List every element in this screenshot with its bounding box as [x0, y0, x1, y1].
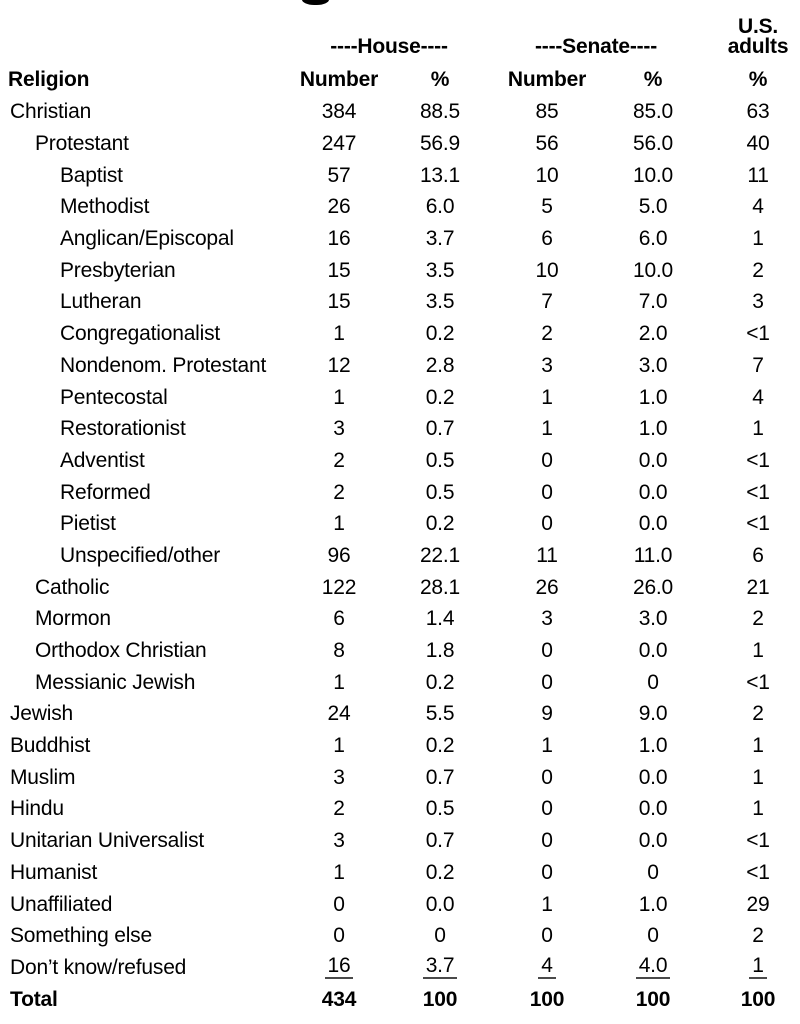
religion-label: Hindu — [10, 797, 64, 821]
table-row — [0, 318, 800, 350]
table-row — [0, 286, 800, 318]
us-adults-group-header — [702, 0, 800, 58]
value-cell-senate-number: 1 — [541, 385, 553, 409]
religion-label: Don’t know/refused — [10, 955, 187, 979]
value-cell-senate-number: 0 — [541, 924, 553, 948]
value-cell-senate-number: 0 — [541, 639, 553, 663]
value-cell-house-pct: 1.4 — [425, 607, 455, 631]
value-cell-us-pct: 1 — [752, 734, 764, 758]
value-cell-senate-pct: 10.0 — [632, 163, 674, 187]
value-cell-us-pct: 21 — [746, 575, 770, 599]
value-cell-us-pct: 1 — [752, 765, 764, 789]
value-cell-us-pct: 29 — [746, 892, 770, 916]
value-cell-senate-pct: 9.0 — [638, 702, 668, 726]
table-row — [0, 445, 800, 477]
religion-label: Total — [10, 987, 58, 1011]
value-cell-house-number: 1 — [333, 385, 345, 409]
value-cell-senate-number: 0 — [541, 480, 553, 504]
value-cell-house-pct: 3.5 — [425, 258, 455, 282]
value-cell-house-pct: 0.7 — [425, 765, 455, 789]
value-cell-senate-number: 0 — [541, 512, 553, 536]
house-group-header: ----House---- — [330, 35, 448, 58]
value-cell-senate-number: 9 — [541, 702, 553, 726]
column-header-row — [0, 58, 800, 96]
value-cell-us-pct: 4 — [752, 385, 764, 409]
value-cell-us-pct: 1 — [702, 952, 800, 984]
religion-label: Pentecostal — [60, 385, 168, 409]
value-cell-house-number: 8 — [333, 639, 345, 663]
value-cell-senate-number: 11 — [536, 543, 558, 567]
religion-column-header: Religion — [8, 68, 90, 91]
value-cell-house-pct: 0 — [434, 924, 446, 948]
group-header-row — [0, 0, 800, 58]
value-cell-senate-number: 0 — [541, 860, 553, 884]
value-cell-us-pct: <1 — [746, 480, 770, 504]
value-cell-senate-number: 0 — [541, 670, 553, 694]
group-header-spacer — [0, 0, 288, 58]
table-row — [0, 888, 800, 920]
value-cell-us-pct: 3 — [752, 290, 764, 314]
table-row — [0, 540, 800, 572]
religion-label: Unspecified/other — [60, 543, 221, 567]
value-cell-senate-pct: 6.0 — [638, 227, 668, 251]
value-cell-house-pct: 22.1 — [419, 543, 461, 567]
value-cell-senate-pct: 10.0 — [632, 258, 674, 282]
religion-label: Humanist — [10, 860, 98, 884]
value-cell-house-pct: 0.2 — [425, 512, 455, 536]
value-cell-senate-pct: 1.0 — [638, 892, 668, 916]
value-cell-house-number: 16 — [288, 952, 390, 984]
table-row — [0, 223, 800, 255]
value-cell-us-pct: 1 — [752, 639, 764, 663]
value-cell-senate-number: 0 — [541, 797, 553, 821]
religion-label: Protestant — [35, 132, 129, 156]
religion-label: Mormon — [35, 607, 111, 631]
value-cell-house-pct: 100 — [422, 987, 458, 1011]
table-row — [0, 825, 800, 857]
value-cell-senate-pct: 0.0 — [638, 448, 668, 472]
table-row — [0, 413, 800, 445]
value-cell-senate-number: 4 — [490, 952, 604, 984]
value-cell-senate-pct: 0.0 — [638, 480, 668, 504]
value-cell-us-pct: <1 — [746, 829, 770, 853]
value-cell-house-number: 0 — [333, 892, 345, 916]
value-cell-house-number: 96 — [327, 543, 351, 567]
value-cell-us-pct: 1 — [752, 417, 764, 441]
value-cell-senate-number: 1 — [541, 734, 553, 758]
religion-label: Buddhist — [10, 734, 91, 758]
religion-label: Something else — [10, 924, 152, 948]
religion-label: Presbyterian — [60, 258, 176, 282]
value-cell-house-pct: 0.5 — [425, 797, 455, 821]
religion-label: Nondenom. Protestant — [60, 353, 267, 377]
value-cell-house-number: 2 — [333, 448, 345, 472]
table-body — [0, 96, 800, 1015]
value-cell-senate-pct: 100 — [635, 987, 671, 1011]
value-cell-house-pct: 28.1 — [419, 575, 461, 599]
value-cell-house-pct: 13.1 — [419, 163, 461, 187]
value-cell-house-number: 1 — [333, 734, 345, 758]
value-cell-senate-number: 10 — [535, 163, 559, 187]
value-cell-house-number: 3 — [333, 417, 345, 441]
table-row — [0, 159, 800, 191]
value-cell-house-pct: 5.5 — [425, 702, 455, 726]
value-cell-us-pct: 4 — [752, 195, 764, 219]
value-cell-house-pct: 0.0 — [425, 892, 455, 916]
value-cell-senate-pct: 4.0 — [604, 952, 702, 984]
value-cell-house-pct: 3.7 — [425, 227, 455, 251]
value-cell-us-pct: 6 — [752, 543, 764, 567]
value-cell-senate-pct: 3.0 — [638, 607, 668, 631]
table-row — [0, 920, 800, 952]
value-cell-us-pct: 11 — [747, 163, 769, 187]
religion-label: Congregationalist — [60, 322, 221, 346]
value-cell-house-pct: 0.2 — [425, 860, 455, 884]
religion-label: Anglican/Episcopal — [60, 227, 234, 251]
value-cell-senate-number: 26 — [535, 575, 559, 599]
senate-number-column-header: Number — [507, 68, 587, 91]
value-cell-house-pct: 0.7 — [425, 829, 455, 853]
value-cell-senate-number: 100 — [529, 987, 565, 1011]
value-cell-house-pct: 1.8 — [425, 639, 455, 663]
value-cell-senate-number: 3 — [541, 353, 553, 377]
value-cell-house-number: 6 — [333, 607, 345, 631]
value-cell-us-pct: <1 — [746, 448, 770, 472]
us-adults-header-line1: U.S. — [737, 15, 779, 38]
table-row — [0, 793, 800, 825]
value-cell-senate-pct: 85.0 — [632, 100, 674, 124]
value-cell-house-pct: 0.2 — [425, 385, 455, 409]
table-row — [0, 730, 800, 762]
value-cell-us-pct: 40 — [746, 132, 770, 156]
value-cell-senate-number: 0 — [541, 765, 553, 789]
us-pct-column-header: % — [748, 68, 768, 91]
table-row — [0, 476, 800, 508]
value-cell-us-pct: <1 — [746, 860, 770, 884]
value-cell-senate-number: 7 — [541, 290, 553, 314]
value-cell-house-number: 57 — [327, 163, 351, 187]
value-cell-senate-pct: 1.0 — [638, 734, 668, 758]
value-cell-house-number: 384 — [321, 100, 357, 124]
value-cell-us-pct: 100 — [740, 987, 776, 1011]
value-cell-house-pct: 3.7 — [390, 952, 490, 984]
value-cell-senate-number: 56 — [535, 132, 559, 156]
value-cell-senate-pct: 0.0 — [638, 639, 668, 663]
table-row — [0, 983, 800, 1015]
religion-label: Unaffiliated — [10, 892, 113, 916]
value-cell-house-number: 16 — [327, 227, 351, 251]
value-cell-senate-pct: 0.0 — [638, 797, 668, 821]
senate-pct-column-header: % — [643, 68, 663, 91]
table-row — [0, 350, 800, 382]
value-cell-house-number: 1 — [333, 512, 345, 536]
value-cell-house-pct: 3.5 — [425, 290, 455, 314]
value-cell-house-pct: 0.5 — [425, 448, 455, 472]
table-row — [0, 635, 800, 667]
value-cell-senate-number: 6 — [541, 227, 553, 251]
value-cell-house-number: 1 — [333, 860, 345, 884]
value-cell-house-pct: 0.2 — [425, 734, 455, 758]
value-cell-senate-pct: 0.0 — [638, 512, 668, 536]
value-cell-senate-pct: 7.0 — [638, 290, 668, 314]
senate-group-header: ----Senate---- — [535, 35, 658, 58]
value-cell-house-number: 0 — [333, 924, 345, 948]
value-cell-senate-number: 2 — [541, 322, 553, 346]
religion-label: Catholic — [35, 575, 110, 599]
table-row — [0, 381, 800, 413]
value-cell-senate-pct: 5.0 — [638, 195, 668, 219]
value-cell-senate-number: 3 — [541, 607, 553, 631]
religion-label: Messianic Jewish — [35, 670, 196, 694]
value-cell-us-pct: <1 — [746, 670, 770, 694]
value-cell-house-number: 434 — [321, 987, 357, 1011]
value-cell-house-pct: 0.5 — [425, 480, 455, 504]
value-cell-house-number: 15 — [327, 290, 351, 314]
religion-label: Restorationist — [60, 417, 186, 441]
table-row — [0, 191, 800, 223]
value-cell-house-pct: 2.8 — [425, 353, 455, 377]
value-cell-house-pct: 56.9 — [419, 132, 461, 156]
value-cell-us-pct: <1 — [746, 322, 770, 346]
value-cell-senate-number: 0 — [541, 448, 553, 472]
value-cell-us-pct: 1 — [752, 227, 764, 251]
table-row — [0, 96, 800, 128]
value-cell-house-number: 15 — [327, 258, 351, 282]
value-cell-senate-number: 5 — [541, 195, 553, 219]
religion-label: Methodist — [60, 195, 150, 219]
value-cell-senate-number: 10 — [535, 258, 559, 282]
value-cell-house-number: 247 — [321, 132, 357, 156]
value-cell-senate-pct: 56.0 — [632, 132, 674, 156]
value-cell-senate-pct: 11.0 — [633, 543, 673, 567]
value-cell-us-pct: 2 — [752, 702, 764, 726]
value-cell-house-number: 3 — [333, 829, 345, 853]
value-cell-senate-pct: 0 — [647, 924, 659, 948]
religion-label: Muslim — [10, 765, 76, 789]
table-row — [0, 857, 800, 889]
table-row — [0, 128, 800, 160]
value-cell-senate-pct: 1.0 — [638, 385, 668, 409]
value-cell-senate-pct: 3.0 — [638, 353, 668, 377]
value-cell-house-number: 122 — [321, 575, 357, 599]
religion-label: Reformed — [60, 480, 151, 504]
value-cell-house-number: 3 — [333, 765, 345, 789]
value-cell-us-pct: 1 — [752, 797, 764, 821]
value-cell-house-number: 1 — [333, 670, 345, 694]
value-cell-senate-pct: 1.0 — [638, 417, 668, 441]
table-row — [0, 952, 800, 984]
table-row — [0, 698, 800, 730]
religion-label: Baptist — [60, 163, 123, 187]
value-cell-house-pct: 88.5 — [419, 100, 461, 124]
value-cell-house-pct: 6.0 — [425, 195, 455, 219]
value-cell-senate-pct: 2.0 — [638, 322, 668, 346]
religion-label: Orthodox Christian — [35, 639, 207, 663]
table-row — [0, 508, 800, 540]
value-cell-senate-pct: 0.0 — [638, 829, 668, 853]
value-cell-house-pct: 0.2 — [425, 322, 455, 346]
value-cell-house-number: 2 — [333, 797, 345, 821]
us-adults-header-line2: adults — [727, 35, 789, 58]
value-cell-senate-pct: 0.0 — [638, 765, 668, 789]
value-cell-us-pct: 2 — [752, 258, 764, 282]
value-cell-senate-number: 1 — [541, 417, 553, 441]
value-cell-senate-number: 85 — [535, 100, 559, 124]
value-cell-us-pct: 2 — [752, 607, 764, 631]
value-cell-house-pct: 0.7 — [425, 417, 455, 441]
value-cell-house-number: 26 — [327, 195, 351, 219]
religion-label: Lutheran — [60, 290, 142, 314]
table-row — [0, 254, 800, 286]
religion-label: Christian — [10, 100, 92, 124]
value-cell-senate-pct: 0 — [647, 860, 659, 884]
value-cell-us-pct: 2 — [752, 924, 764, 948]
value-cell-us-pct: 63 — [746, 100, 770, 124]
value-cell-senate-number: 0 — [541, 829, 553, 853]
house-number-column-header: Number — [299, 68, 379, 91]
value-cell-house-number: 2 — [333, 480, 345, 504]
table-row — [0, 666, 800, 698]
value-cell-us-pct: <1 — [746, 512, 770, 536]
value-cell-house-pct: 0.2 — [425, 670, 455, 694]
value-cell-us-pct: 7 — [752, 353, 764, 377]
value-cell-house-number: 12 — [327, 353, 351, 377]
value-cell-senate-number: 1 — [541, 892, 553, 916]
religion-label: Adventist — [60, 448, 145, 472]
table-row — [0, 571, 800, 603]
religion-label: Jewish — [10, 702, 73, 726]
value-cell-house-number: 1 — [333, 322, 345, 346]
value-cell-house-number: 24 — [327, 702, 351, 726]
house-pct-column-header: % — [430, 68, 450, 91]
table-row — [0, 603, 800, 635]
value-cell-senate-pct: 26.0 — [632, 575, 674, 599]
religion-label: Pietist — [60, 512, 116, 536]
value-cell-senate-pct: 0 — [647, 670, 659, 694]
religion-label: Unitarian Universalist — [10, 829, 205, 853]
table-row — [0, 761, 800, 793]
